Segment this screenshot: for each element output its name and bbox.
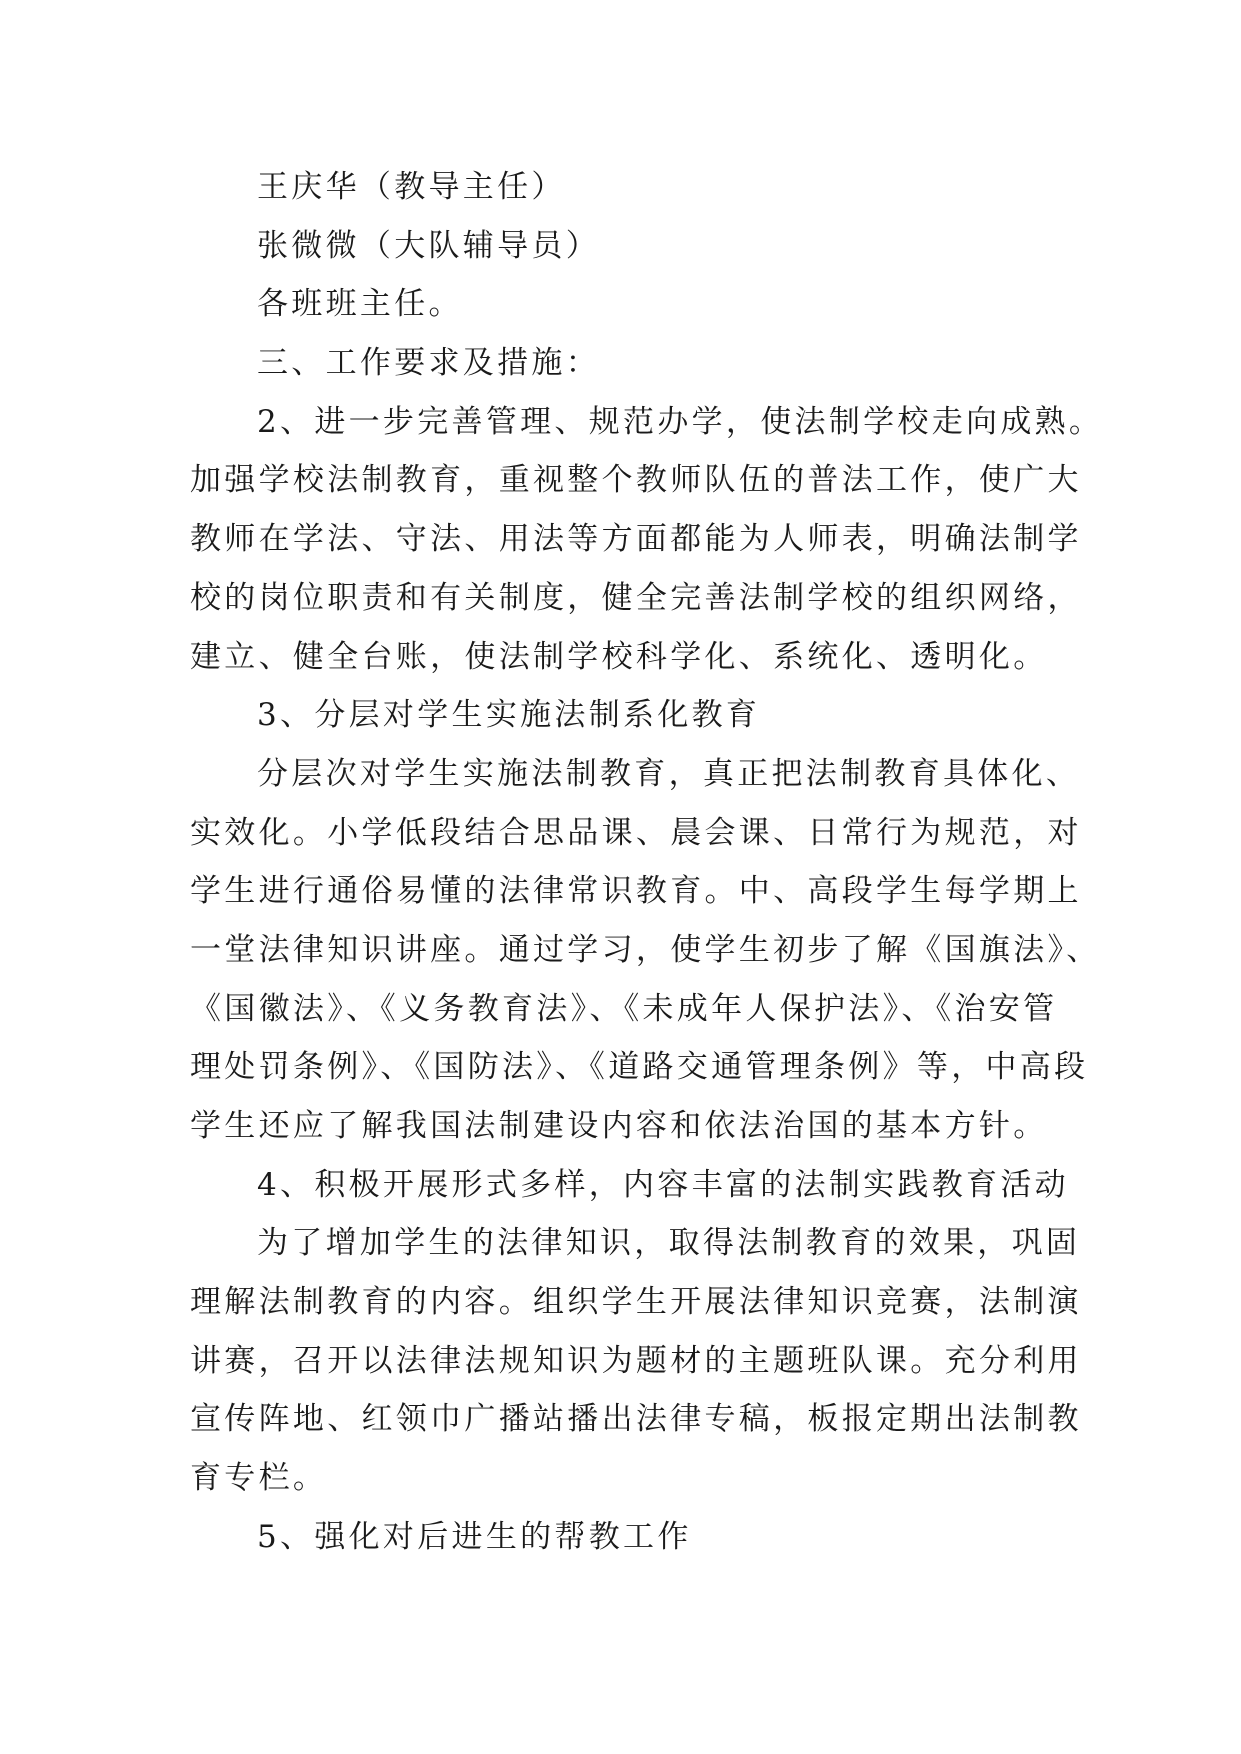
text-line: 校的岗位职责和有关制度，健全完善法制学校的组织网络， bbox=[190, 579, 1082, 616]
text-line: 张微微（大队辅导员） bbox=[257, 227, 600, 264]
staff-line-class-teachers bbox=[190, 275, 1090, 334]
text-line: 学生进行通俗易懂的法律常识教育。中、高段学生每学期上 bbox=[190, 873, 1082, 910]
text-line: 建立、健全台账，使法制学校科学化、系统化、透明化。 bbox=[190, 638, 1048, 675]
item-heading-4 bbox=[190, 1156, 1090, 1215]
text-line: 学生还应了解我国法制建设内容和依法治国的基本方针。 bbox=[190, 1108, 1048, 1144]
item-heading-5 bbox=[190, 1508, 1090, 1567]
staff-line-zhang bbox=[190, 217, 1090, 276]
paragraph-item-3 bbox=[190, 745, 1101, 1156]
text-line: 实效化。小学低段结合思品课、晨会课、日常行为规范，对 bbox=[190, 814, 1082, 851]
staff-line-wang bbox=[190, 158, 1090, 217]
item-heading-3 bbox=[190, 686, 1090, 745]
paragraph-item-4 bbox=[190, 1214, 1090, 1507]
document-body bbox=[190, 158, 1104, 1567]
text-line: 理处罚条例》、《国防法》、《道路交通管理条例》等，中高段 bbox=[190, 1049, 1089, 1086]
text-line: 宣传阵地、红领巾广播站播出法律专稿，板报定期出法制教 bbox=[190, 1401, 1082, 1438]
text-line: 理解法制教育的内容。组织学生开展法律知识竞赛，法制演 bbox=[190, 1284, 1082, 1321]
section-heading-3 bbox=[190, 334, 1090, 393]
text-line: 2、进一步完善管理、规范办学，使法制学校走向成熟。 bbox=[257, 403, 1104, 440]
text-line: 教师在学法、守法、用法等方面都能为人师表，明确法制学 bbox=[190, 521, 1082, 558]
text-line: 讲赛，召开以法律法规知识为题材的主题班队课。充分利用 bbox=[190, 1342, 1082, 1379]
text-line: 为了增加学生的法律知识，取得法制教育的效果，巩固 bbox=[257, 1225, 1081, 1262]
text-line: 王庆华（教导主任） bbox=[257, 169, 566, 205]
text-line: 一堂法律知识讲座。通过学习，使学生初步了解《国旗法》、 bbox=[190, 931, 1101, 968]
text-line: 加强学校法制教育，重视整个教师队伍的普法工作，使广大 bbox=[190, 462, 1082, 499]
text-line: 3、分层对学生实施法制系化教育 bbox=[257, 697, 761, 734]
text-line: 5、强化对后进生的帮教工作 bbox=[257, 1518, 692, 1555]
text-line: 4、积极开展形式多样，内容丰富的法制实践教育活动 bbox=[257, 1166, 1069, 1203]
text-line: 三、工作要求及措施： bbox=[257, 345, 600, 382]
paragraph-item-2 bbox=[190, 393, 1104, 686]
text-line: 《国徽法》、《义务教育法》、《未成年人保护法》、《治安管 bbox=[190, 990, 1058, 1027]
text-line: 各班班主任。 bbox=[257, 286, 463, 323]
text-line: 育专栏。 bbox=[190, 1460, 328, 1497]
text-line: 分层次对学生实施法制教育，真正把法制教育具体化、 bbox=[257, 755, 1081, 792]
